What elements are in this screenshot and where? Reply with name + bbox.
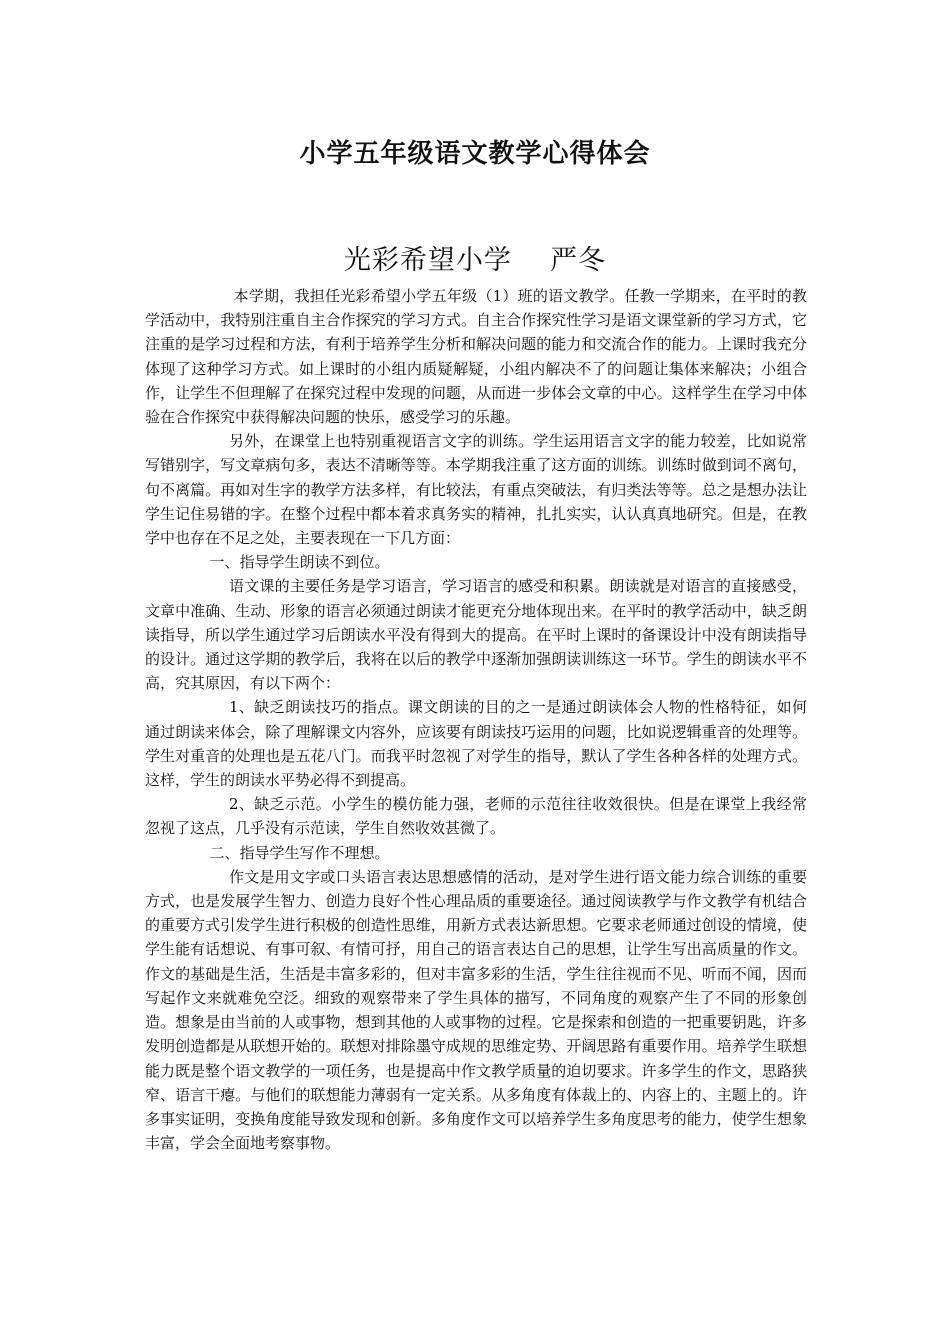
paragraph-reading-point-1: 1、缺乏朗读技巧的指点。课文朗读的目的之一是通过朗读体会人物的性格特征，如何通过朗读来体会，除了理解课文内容外，应该要有朗读技巧运用的问题，比如说逻辑重音的处理等。学生对重音的处理也是五花八门。而我平时忽视了对学生的指导，默认了学生各种各样的处理方式。这样，学生的朗读水平势必得不到提高。 <box>145 698 807 790</box>
section-heading-writing: 二、指导学生写作不理想。 <box>209 843 390 862</box>
paragraph-training: 另外，在课堂上也特别重视语言文字的训练。学生运用语言文字的能力较差，比如说常写错别字，写文章病句多，表达不清晰等等。本学期我注重了这方面的训练。训练时做到词不离句，句不离篇。再如对生字的教学方法多样，有比较法，有重点突破法，有归类法等等。总之是想办法让学生记住易错的字。在整个过程中都本着求真务实的精神，扎扎实实，认认真真地研究。但是，在教学中也存在不足之处，主要表现在一下几方面： <box>145 432 807 548</box>
author-line: 光彩希望小学 严冬 <box>343 245 607 276</box>
paragraph-reading: 语文课的主要任务是学习语言，学习语言的感受和积累。朗读就是对语言的直接感受，文章中准确、生动、形象的语言必须通过朗读才能更充分地体现出来。在平时的教学活动中，缺乏朗读指导，所以学生通过学习后朗读水平没有得到大的提高。在平时上课时的备课设计中没有朗读指导的设计。通过这学期的教学后，我将在以后的教学中逐渐加强朗读训练这一环节。学生的朗读水平不高，究其原因，有以下两个： <box>145 577 807 693</box>
document-title: 小学五年级语文教学心得体会 <box>299 139 651 169</box>
paragraph-intro: 本学期，我担任光彩希望小学五年级（1）班的语文教学。任教一学期来，在平时的教学活动中，我特别注重自主合作探究的学习方式。自主合作探究性学习是语文课堂新的学习方式，它注重的是学习过程和方法，有利于培养学生分析和解决问题的能力和交流合作的能力。上课时我充分体现了这种学习方式。如上课时的小组内质疑解疑，小组内解决不了的问题让集体来解决；小组合作，让学生不但理解了在探究过程中发现的问题，从而进一步体会文章的中心。这样学生在学习中体验在合作探究中获得解决问题的快乐，感受学习的乐趣。 <box>145 287 807 427</box>
paragraph-reading-point-2: 2、缺乏示范。小学生的模仿能力强，老师的示范往往收效很快。但是在课堂上我经常忽视了这点，几乎没有示范读，学生自然收效甚微了。 <box>145 795 807 838</box>
section-heading-reading: 一、指导学生朗读不到位。 <box>209 553 390 572</box>
paragraph-writing: 作文是用文字或口头语言表达思想感情的活动，是对学生进行语文能力综合训练的重要方式，也是发展学生智力、创造力良好个性心理品质的重要途径。通过阅读教学与作文教学有机结合的重要方式引发学生进行积极的创造性思维，用新方式表达新思想。它要求老师通过创设的情境，使学生能有话想说、有事可叙、有情可抒，用自己的语言表达自己的思想，让学生写出高质量的作文。作文的基础是生活，生活是丰富多彩的，但对丰富多彩的生活，学生往往视而不见、听而不闻，因而写起作文来就难免空泛。细致的观察带来了学生具体的描写，不同角度的观察产生了不同的形象创造。想象是由当前的人或事物，想到其他的人或事物的过程。它是探索和创造的一把重要钥匙，许多发明创造都是从联想开始的。联想对排除墨守成规的思维定势、开阔思路有重要作用。培养学生联想能力既是整个语文教学的一项任务，也是提高中作文教学质量的迫切要求。许多学生的作文，思路狭窄、语言干瘪。与他们的联想能力薄弱有一定关系。从多角度有体裁上的、内容上的、主题上的。许多事实证明，变换角度能导致发现和创新。多角度作文可以培养学生多角度思考的能力，使学生想象丰富，学会全面地考察事物。 <box>145 867 807 1153</box>
document-body <box>145 284 807 1155</box>
